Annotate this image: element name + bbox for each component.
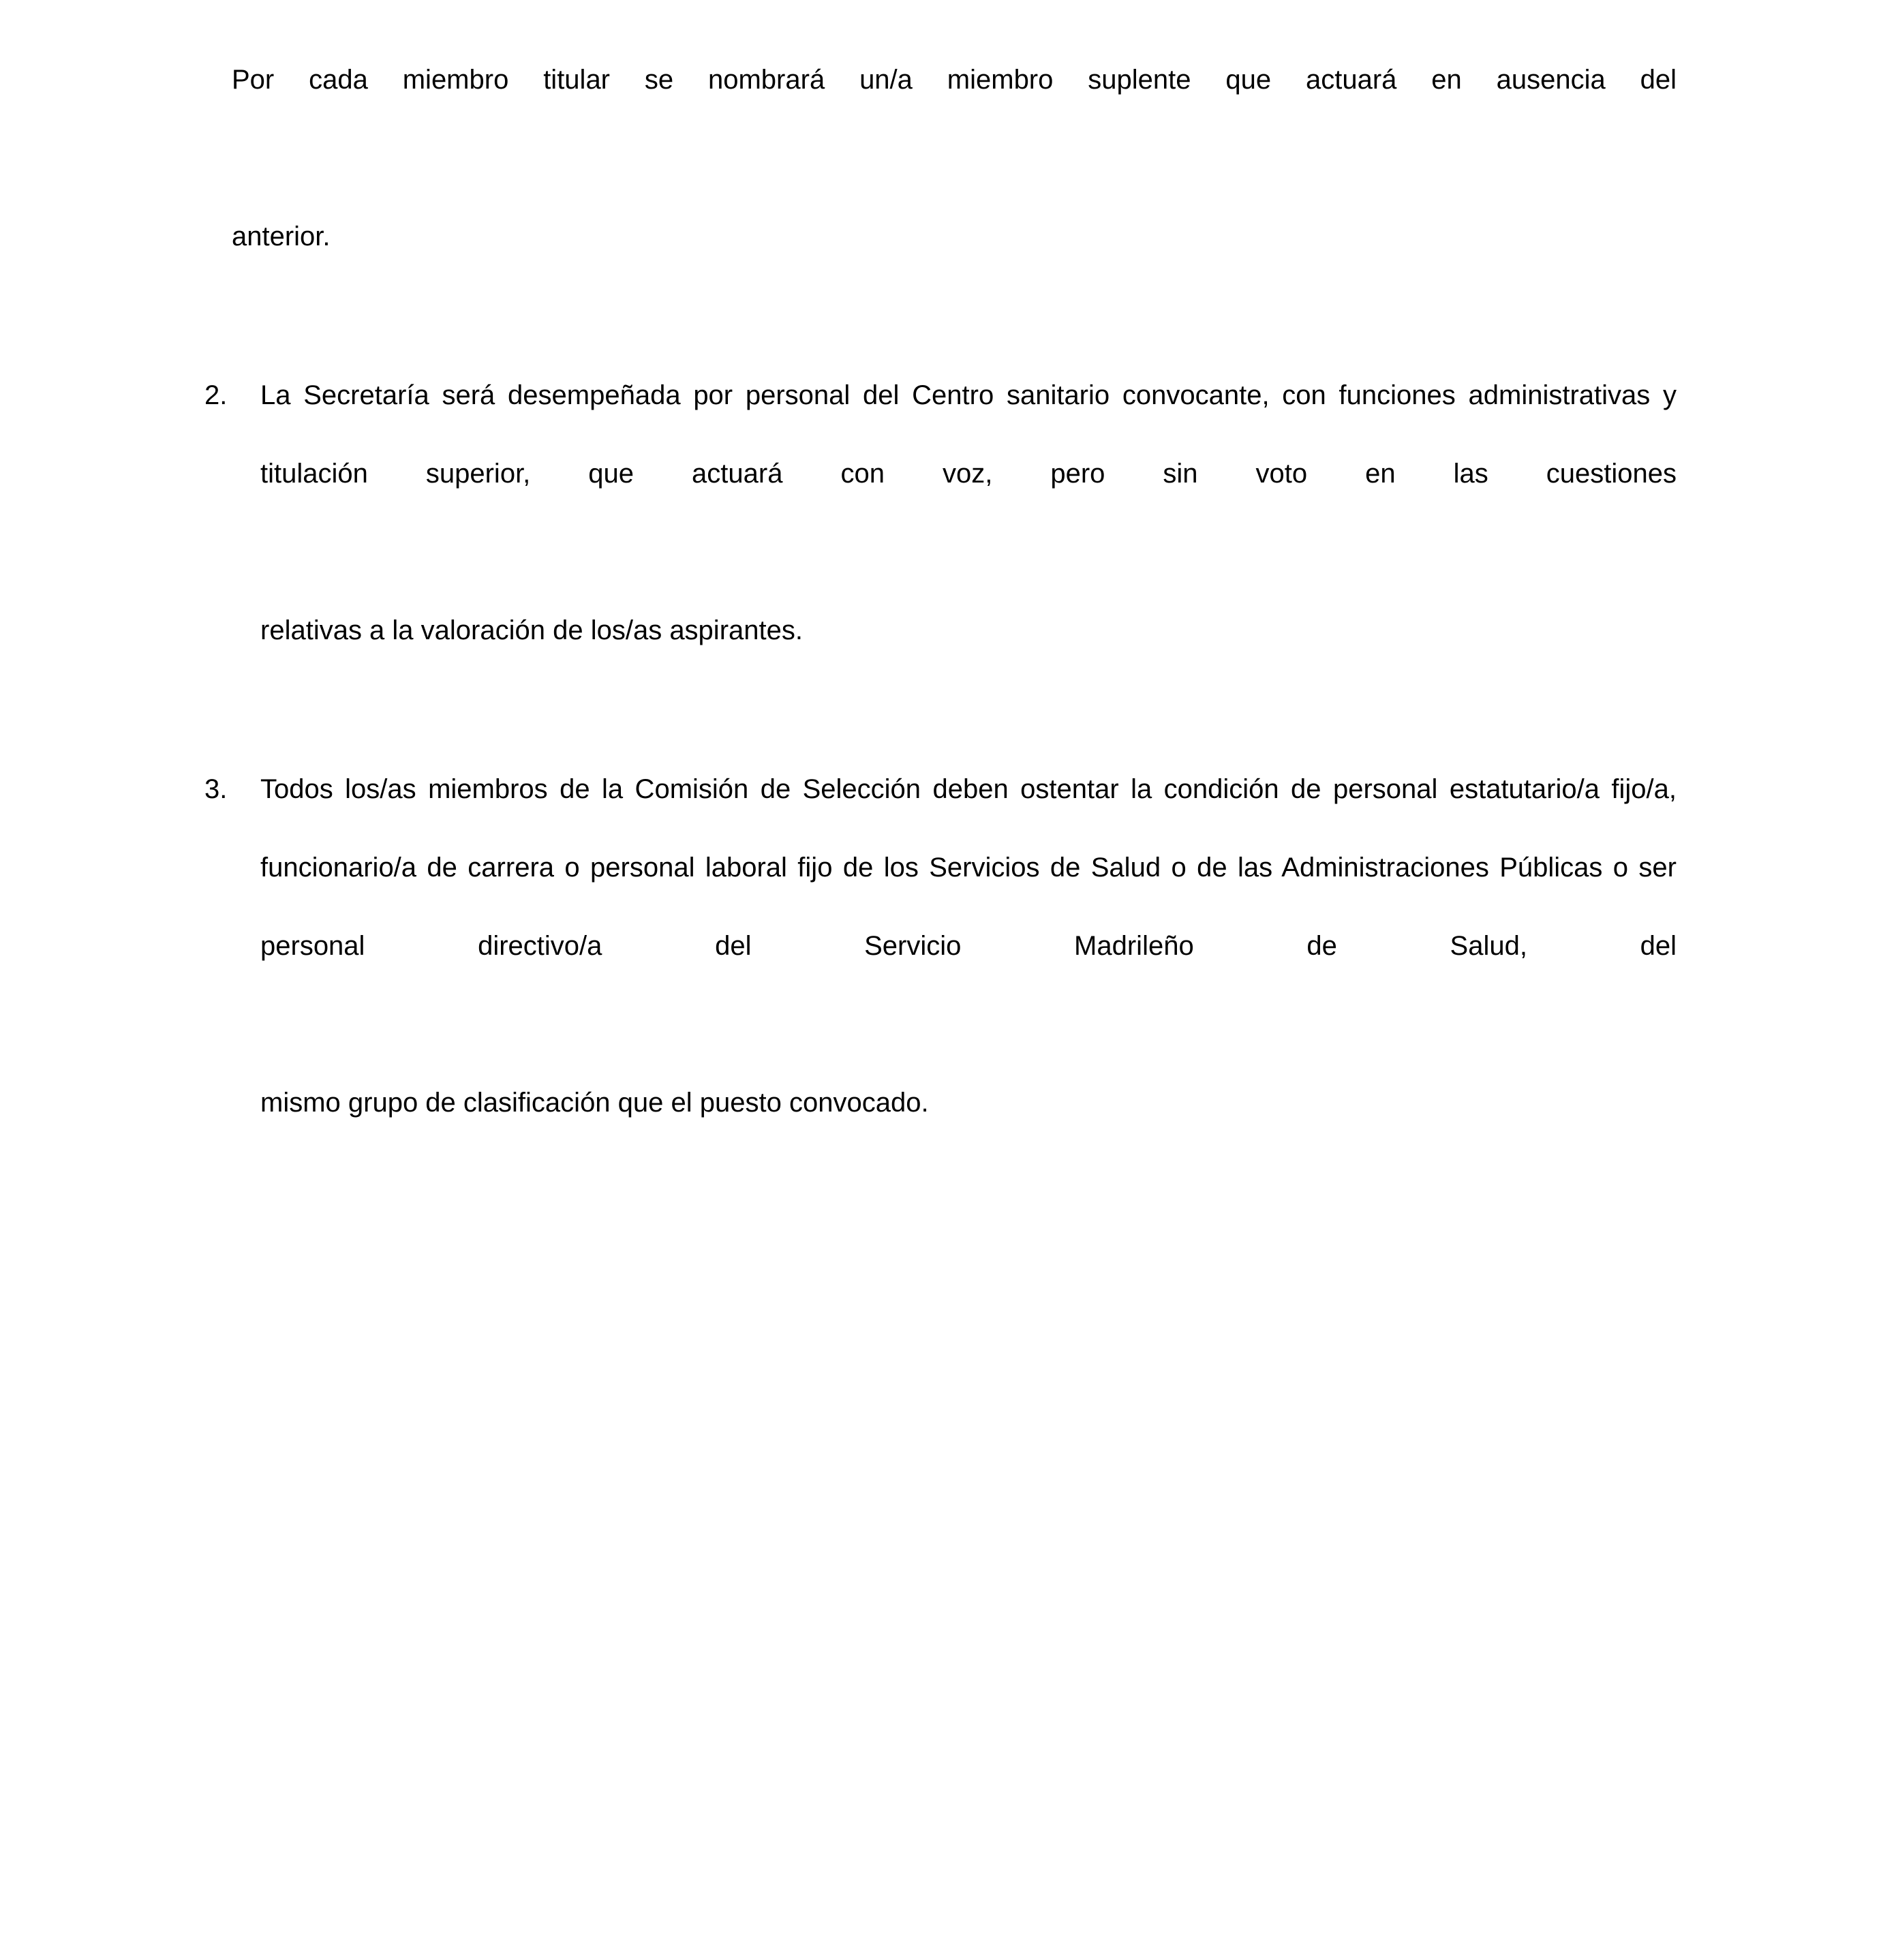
list-item <box>204 356 1677 670</box>
list-item-text-body: Todos los/as miembros de la Comisión de Selección deben ostentar la condición de personal estatutario/a fijo/a, funcionario/a de carrera o personal laboral fijo de los Servicios de Salud o de las Administraciones Públicas o ser personal directivo/a del Servicio Madrileño de Salud, del <box>260 774 1677 961</box>
paragraph-intro <box>204 41 1677 276</box>
list-item-text-last-line: relativas a la valoración de los/as aspirantes. <box>260 615 803 645</box>
list-item-text-body: La Secretaría será desempeñada por personal del Centro sanitario convocante, con funciones administrativas y titulación superior, que actuará con voz, pero sin voto en las cuestiones <box>260 380 1677 489</box>
list-item-text <box>260 356 1677 670</box>
list-item-marker: 2. <box>204 380 228 410</box>
numbered-list <box>204 356 1677 1142</box>
paragraph-intro-last-line: anterior. <box>232 221 331 251</box>
document-body <box>204 41 1677 1142</box>
list-item-text <box>260 750 1677 1142</box>
list-item-marker: 3. <box>204 774 228 804</box>
list-item <box>204 750 1677 1142</box>
paragraph-intro-text: Por cada miembro titular se nombrará un/a miembro suplente que actuará en ausencia del <box>232 65 1677 95</box>
list-item-text-last-line: mismo grupo de clasificación que el puesto convocado. <box>260 1088 929 1118</box>
